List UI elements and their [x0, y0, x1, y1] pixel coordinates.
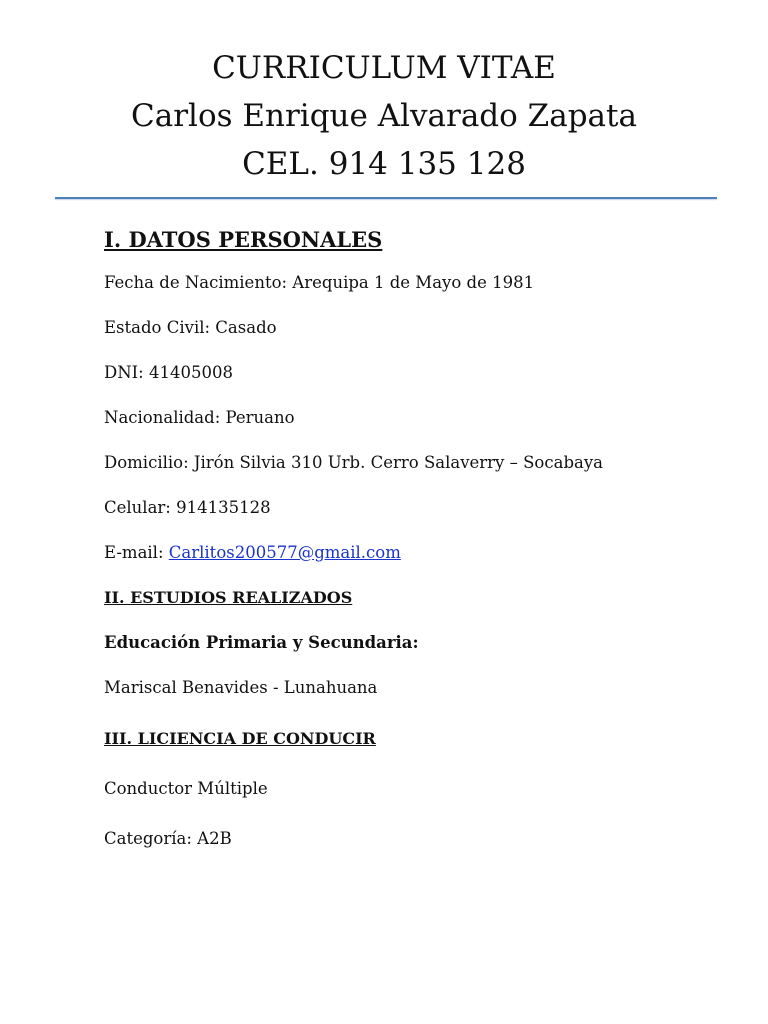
email-label: E-mail: [104, 543, 169, 562]
section-heading-license: III. LICIENCIA DE CONDUCIR [104, 729, 376, 748]
person-name: Carlos Enrique Alvarado Zapata [131, 98, 637, 134]
section-heading-studies: II. ESTUDIOS REALIZADOS [104, 588, 353, 607]
section-heading-personal: I. DATOS PERSONALES [104, 227, 383, 252]
education-subheading: Educación Primaria y Secundaria: [104, 633, 419, 652]
header-divider [55, 197, 717, 199]
email-line [104, 540, 724, 566]
email-link[interactable]: Carlitos200577@gmail.com [168, 543, 401, 562]
address-line: Domicilio: Jirón Silvia 310 Urb. Cerro Salaverry – Socabaya [104, 453, 603, 472]
document-title: CURRICULUM VITAE [212, 50, 556, 86]
cell-line: Celular: 914135128 [104, 498, 271, 517]
school-line: Mariscal Benavides - Lunahuana [104, 678, 378, 697]
license-type-line: Conductor Múltiple [104, 779, 268, 798]
license-category-line: Categoría: A2B [104, 829, 232, 848]
dni-line: DNI: 41405008 [104, 363, 233, 382]
phone-heading: CEL. 914 135 128 [242, 146, 526, 182]
cv-header [0, 44, 768, 188]
civil-status-line: Estado Civil: Casado [104, 318, 277, 337]
birth-line: Fecha de Nacimiento: Arequipa 1 de Mayo de 1981 [104, 273, 535, 292]
cv-body [104, 222, 724, 852]
nationality-line: Nacionalidad: Peruano [104, 408, 295, 427]
